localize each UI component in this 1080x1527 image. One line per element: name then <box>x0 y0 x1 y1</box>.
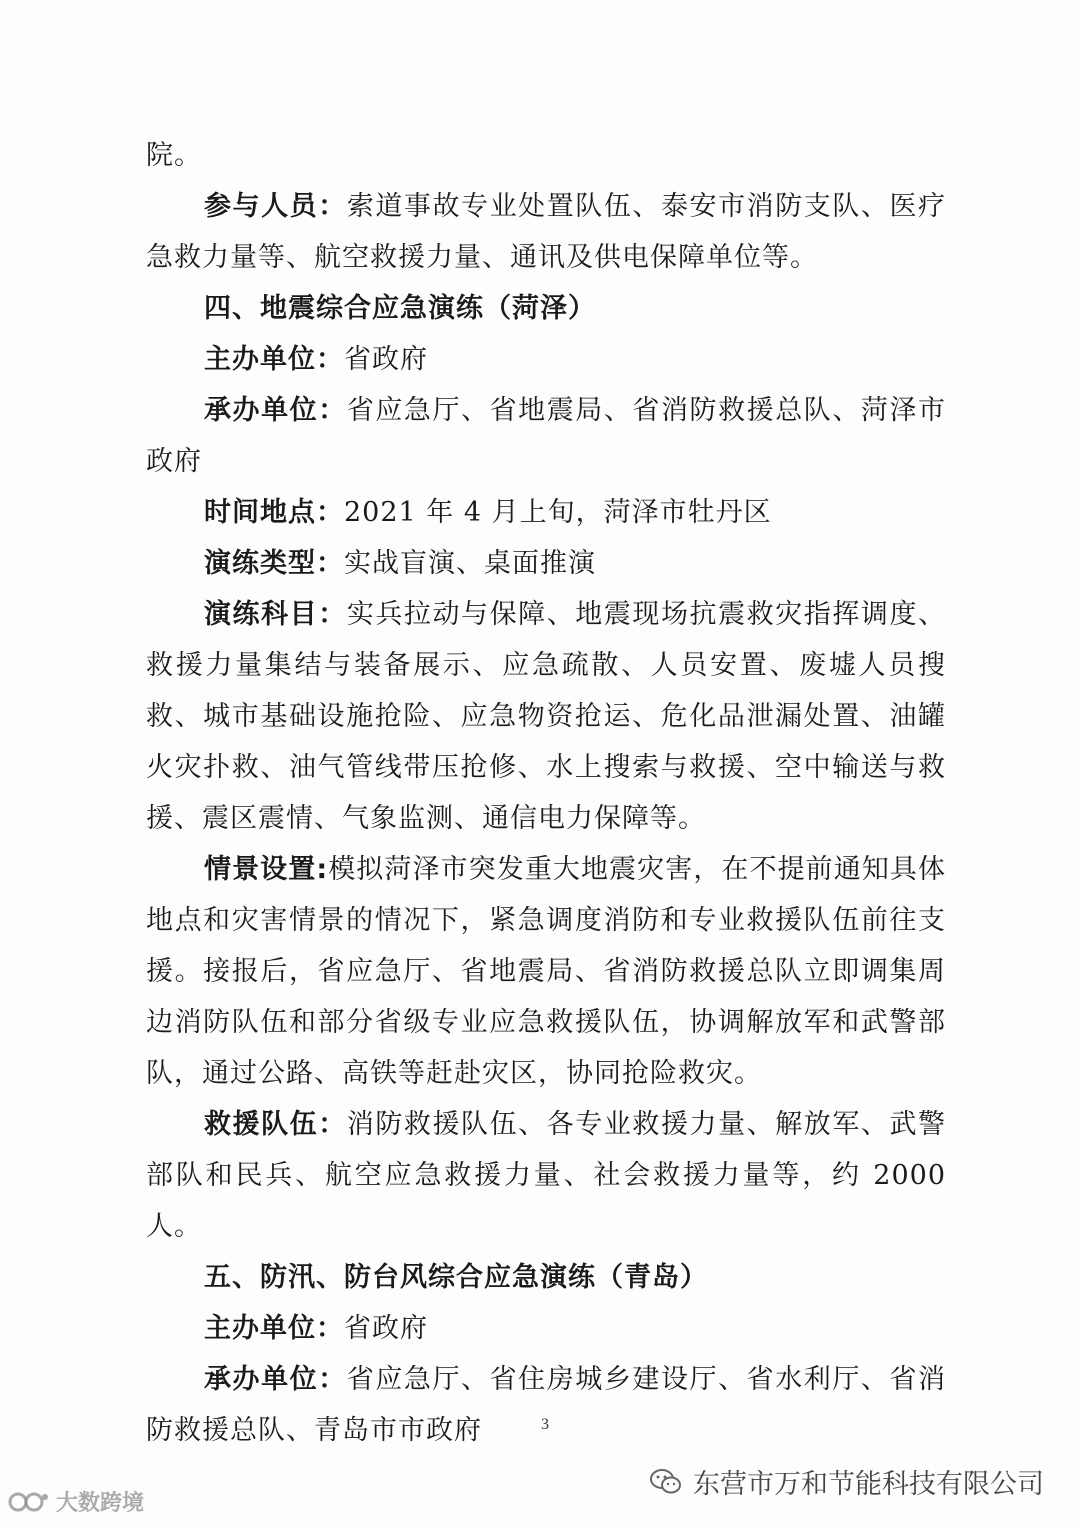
paragraph-drill-subjects <box>146 589 946 844</box>
field-value: 模拟菏泽市突发重大地震灾害，在不提前通知具体地点和灾害情景的情况下，紧急调度消防和专业救援队伍前往支援。接报后，省应急厅、省地震局、省消防救援总队立即调集周边消防队伍和部分省级专业应急救援队伍，协调解放军和武警部队，通过公路、高铁等赶赴灾区，协同抢险救灾。 <box>146 854 946 1089</box>
page-number: 3 <box>541 1416 549 1433</box>
section-heading-earthquake: 四、地震综合应急演练（菏泽） <box>204 293 596 324</box>
field-value: 省应急厅、省地震局、省消防救援总队、菏泽市政府 <box>146 395 947 477</box>
field-label: 主办单位： <box>204 344 344 375</box>
logo-icon <box>8 1489 50 1515</box>
paragraph-organizer-2 <box>146 1354 946 1456</box>
paragraph-time-place <box>146 487 946 538</box>
paragraph-organizer <box>146 385 946 487</box>
field-value: 2021 年 4 月上旬，菏泽市牡丹区 <box>344 497 772 528</box>
field-label: 情景设置: <box>204 854 329 885</box>
paragraph-host-2 <box>146 1303 946 1354</box>
paragraph-rescue-teams <box>146 1099 946 1252</box>
field-value: 省应急厅、省住房城乡建设厅、省水利厅、省消防救援总队、青岛市市政府 <box>146 1364 947 1446</box>
wechat-icon <box>649 1467 683 1497</box>
document-body <box>146 130 946 1456</box>
field-value: 实战盲演、桌面推演 <box>344 548 596 579</box>
field-label: 救援队伍： <box>204 1109 347 1140</box>
paragraph-continuation: 院。 <box>146 140 202 171</box>
field-label: 参与人员： <box>204 191 347 222</box>
field-value: 消防救援队伍、各专业救援力量、解放军、武警部队和民兵、航空应急救援力量、社会救援力量等，约 2000 人。 <box>146 1109 947 1242</box>
field-label: 主办单位： <box>204 1313 344 1344</box>
field-label: 承办单位： <box>204 1364 347 1395</box>
field-value: 索道事故专业处置队伍、泰安市消防支队、医疗急救力量等、航空救援力量、通讯及供电保障单位等。 <box>146 191 947 273</box>
field-label: 承办单位： <box>204 395 347 426</box>
paragraph-drill-type <box>146 538 946 589</box>
watermark <box>8 1486 144 1517</box>
account-name: 东营市万和节能科技有限公司 <box>693 1469 1044 1500</box>
paragraph-scenario <box>146 844 946 1099</box>
field-value: 省政府 <box>344 344 428 375</box>
field-value: 实兵拉动与保障、地震现场抗震救灾指挥调度、救援力量集结与装备展示、应急疏散、人员安置、废墟人员搜救、城市基础设施抢险、应急物资抢运、危化品泄漏处置、油罐火灾扑救、油气管线带压抢修、水上搜索与救援、空中输送与救援、震区震情、气象监测、通信电力保障等。 <box>146 599 947 834</box>
paragraph-participants <box>146 181 946 283</box>
field-label: 演练类型： <box>204 548 344 579</box>
paragraph-host <box>146 334 946 385</box>
field-label: 时间地点： <box>204 497 344 528</box>
field-label: 演练科目： <box>204 599 347 630</box>
watermark-text: 大数跨境 <box>56 1491 145 1516</box>
account-attribution <box>649 1462 1044 1501</box>
field-value: 省政府 <box>344 1313 428 1344</box>
section-heading-flood: 五、防汛、防台风综合应急演练（青岛） <box>204 1262 708 1293</box>
